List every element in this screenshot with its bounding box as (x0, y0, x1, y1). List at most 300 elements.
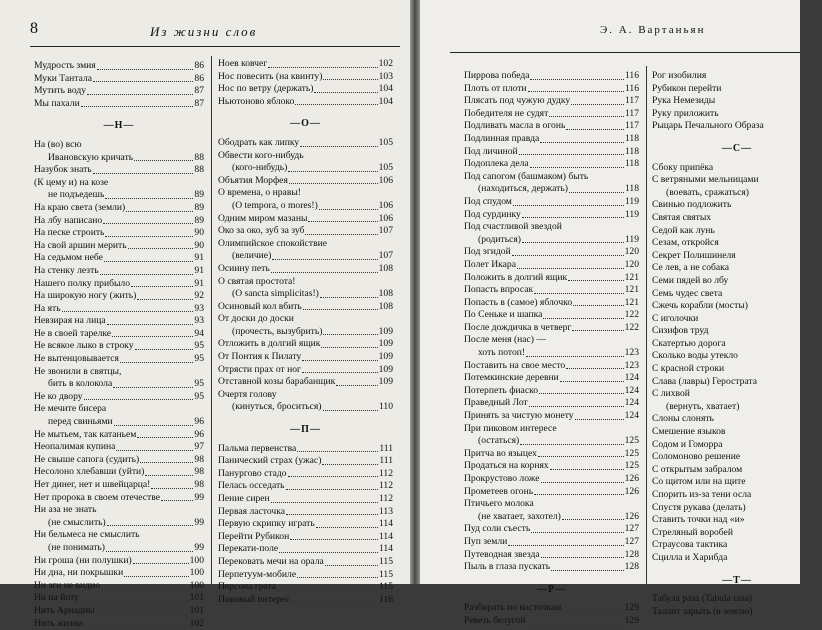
leader-dots (526, 615, 623, 625)
toc-entry-line: Спустя рукава (делать) (652, 501, 746, 513)
toc-entry (464, 473, 639, 486)
entry-page-number: 121 (624, 271, 639, 283)
toc-entry (218, 531, 393, 544)
toc-entry (34, 441, 204, 454)
toc-entry (464, 511, 639, 524)
leader-dots (113, 378, 193, 388)
leader-dots (81, 98, 194, 108)
toc-entry (464, 297, 639, 310)
toc-entry (218, 556, 393, 569)
toc-entry (34, 315, 204, 328)
entry-title: Пелась осседать (218, 480, 285, 492)
toc-entry-line: Ни бельмеса не смыслить (34, 529, 140, 541)
leader-dots (508, 536, 623, 546)
entry-title: Мы пахали (34, 97, 80, 109)
entry-page-number: 123 (624, 359, 639, 371)
leader-dots (145, 466, 193, 476)
entry-page-number: 116 (624, 70, 639, 81)
toc-entry-line: (воевать, сражаться) (666, 186, 749, 198)
entry-page-number: 89 (194, 201, 204, 213)
entry-page-number: 112 (378, 480, 393, 492)
leader-dots (566, 360, 623, 370)
leader-dots (540, 133, 624, 143)
entry-title: Ни дна, ни покрышки (34, 567, 124, 579)
leader-dots (297, 569, 378, 579)
entry-page-number: 116 (624, 82, 639, 94)
leader-dots (114, 416, 194, 426)
entry-page-number: 93 (194, 315, 204, 327)
toc-entry (34, 85, 204, 98)
entry-title: Праведный Лот (464, 397, 528, 409)
leader-dots (320, 288, 378, 298)
toc-entry (464, 435, 639, 448)
entry-page-number: 91 (194, 252, 204, 264)
entry-title: Пиррова победа (464, 70, 530, 81)
leader-dots (286, 480, 378, 490)
leader-dots (87, 85, 193, 95)
entry-page-number: 104 (378, 95, 393, 107)
leader-dots (543, 309, 623, 319)
leader-dots (517, 259, 624, 269)
toc-column-4 (652, 70, 822, 618)
page-number: 8 (30, 20, 38, 37)
toc-entry-line: Страусова тактика (652, 539, 728, 551)
entry-page-number: 109 (378, 338, 393, 350)
entry-title: Ни зги не видно (34, 579, 100, 591)
entry-title: Подоплека дела (464, 158, 529, 170)
toc-entry-line: С ветряными мельницами (652, 174, 759, 186)
toc-entry (34, 98, 204, 111)
toc-entry (34, 290, 204, 303)
toc-entry (464, 460, 639, 473)
entry-page-number: 100 (189, 579, 204, 591)
entry-title: На краю света (земли) (34, 201, 126, 213)
section-letter: —П— (290, 424, 321, 436)
toc-entry-line: Слоны слонять (652, 413, 714, 425)
entry-page-number: 129 (624, 602, 639, 614)
toc-entry-line: Ни аза не знать (34, 504, 97, 516)
entry-title: Пуп земли (464, 535, 508, 547)
running-head: Из жизни слов (150, 24, 258, 39)
toc-entry-line: На (во) всю (34, 138, 82, 150)
entry-page-number: 98 (194, 479, 204, 490)
entry-title: (O sancta simplicitas!) (232, 288, 319, 300)
entry-title: Прометеев огонь (464, 485, 534, 497)
leader-dots (530, 158, 624, 168)
leader-dots (302, 351, 377, 361)
entry-page-number: 121 (624, 284, 639, 296)
entry-title: Не вытенцовывается (34, 353, 119, 365)
toc-entry (218, 594, 393, 607)
toc-entry (464, 83, 639, 96)
toc-entry (34, 215, 204, 228)
toc-entry (464, 95, 639, 108)
entry-page-number: 111 (379, 442, 393, 454)
entry-title: Перековать мечи на орала (218, 555, 324, 567)
leader-dots (316, 518, 378, 528)
leader-dots (120, 353, 193, 363)
entry-page-number: 88 (194, 151, 204, 163)
entry-page-number: 93 (194, 302, 204, 314)
toc-entry-line: Талант зарыть (в землю) (652, 605, 753, 617)
leader-dots (291, 594, 378, 604)
leader-dots (308, 213, 377, 223)
entry-page-number: 112 (378, 493, 393, 504)
leader-dots (526, 347, 624, 357)
toc-entry-line: О времена, о нравы! (218, 187, 301, 199)
entry-page-number: 113 (378, 505, 393, 517)
entry-title: Победителя не судят (464, 107, 549, 119)
toc-entry (34, 353, 204, 366)
toc-column-2 (218, 58, 393, 606)
entry-title: Полет Икара (464, 258, 516, 270)
entry-title: Попасть впросак (464, 284, 534, 296)
entry-page-number: 118 (624, 158, 639, 170)
toc-entry (464, 146, 639, 159)
toc-entry (464, 246, 639, 259)
leader-dots (323, 326, 377, 336)
leader-dots (569, 183, 624, 193)
toc-entry (218, 518, 393, 531)
entry-title: (остаться) (478, 435, 520, 447)
section-letter: —О— (290, 118, 321, 130)
entry-title: Несолоно хлебавши (уйти) (34, 466, 145, 478)
toc-entry-line: Свинью подложить (652, 199, 732, 211)
entry-page-number: 99 (194, 491, 204, 503)
toc-entry (34, 429, 204, 442)
toc-entry (218, 326, 393, 339)
entry-page-number: 86 (194, 60, 204, 71)
entry-page-number: 117 (624, 107, 639, 119)
leader-dots (80, 592, 189, 602)
entry-page-number: 99 (194, 541, 204, 553)
leader-dots (271, 263, 378, 273)
entry-title: Продаться на корнях (464, 460, 549, 472)
entry-title: Осиновый кол вбить (218, 300, 302, 312)
entry-title: На седьмом небе (34, 252, 103, 264)
leader-dots (100, 265, 194, 275)
leader-dots (550, 460, 624, 470)
entry-page-number: 111 (379, 455, 393, 467)
book-gutter (410, 0, 420, 584)
toc-entry (218, 376, 393, 389)
entry-page-number: 117 (624, 95, 639, 107)
entry-title: Притча во языцех (464, 447, 537, 459)
entry-page-number: 125 (624, 460, 639, 472)
header-rule (30, 46, 400, 47)
entry-page-number: 106 (378, 199, 393, 211)
leader-dots (137, 429, 193, 439)
toc-entry-line: Святая святых (652, 211, 712, 223)
toc-entry-line: Руку приложить (652, 107, 719, 119)
entry-page-number: 90 (194, 227, 204, 239)
toc-entry-line: Сезам, откройся (652, 237, 719, 249)
section-letter: —Т— (722, 574, 752, 586)
toc-entry (464, 183, 639, 196)
toc-entry (464, 561, 639, 574)
toc-entry (464, 360, 639, 373)
leader-dots (290, 531, 378, 541)
entry-title: На широкую ногу (жить) (34, 290, 137, 302)
leader-dots (97, 60, 194, 70)
entry-page-number: 105 (378, 162, 393, 174)
toc-entry (464, 536, 639, 549)
entry-page-number: 109 (378, 363, 393, 375)
entry-title: (кого-нибудь) (232, 162, 288, 174)
toc-entry (218, 96, 393, 109)
entry-title: (не хватает, захотел) (478, 510, 561, 522)
toc-entry (218, 301, 393, 314)
leader-dots (314, 83, 377, 93)
leader-dots (272, 250, 377, 260)
leader-dots (319, 200, 378, 210)
entry-title: Первую скрипку играть (218, 518, 315, 530)
toc-entry (218, 581, 393, 594)
toc-entry (218, 162, 393, 175)
leader-dots (268, 58, 377, 68)
entry-title: (родиться) (478, 233, 521, 245)
leader-dots (323, 71, 377, 81)
entry-page-number: 109 (378, 376, 393, 388)
leader-dots (161, 492, 193, 502)
toc-entry (34, 542, 204, 555)
entry-title: Перекати-поле (218, 543, 279, 555)
toc-entry-line: Рог изобилия (652, 70, 707, 81)
toc-entry (34, 567, 204, 580)
toc-entry (34, 189, 204, 202)
entry-page-number: 127 (624, 535, 639, 547)
entry-title: Под личиной (464, 145, 518, 157)
leader-dots (541, 549, 624, 559)
entry-page-number: 95 (194, 378, 204, 390)
leader-dots (522, 234, 624, 244)
entry-page-number: 89 (194, 214, 204, 226)
entry-title: Пыль в глаза пускать (464, 561, 551, 573)
toc-entry (218, 493, 393, 506)
toc-entry-line: Стреляный воробей (652, 526, 733, 538)
leader-dots (116, 441, 193, 451)
entry-title: Объятия Морфея (218, 174, 288, 186)
entry-title: Одним миром мазаны (218, 212, 308, 224)
entry-page-number: 124 (624, 384, 639, 396)
entry-page-number: 87 (194, 97, 204, 109)
entry-page-number: 108 (378, 288, 393, 300)
entry-title: Путеводная звезда (464, 548, 540, 560)
toc-entry (464, 523, 639, 536)
entry-title: Нет динег, нет и швейцарца! (34, 479, 151, 490)
toc-entry (218, 401, 393, 414)
entry-page-number: 114 (378, 530, 393, 542)
leader-dots (112, 328, 193, 338)
leader-dots (277, 581, 378, 591)
leader-dots (295, 96, 377, 106)
toc-entry (218, 200, 393, 213)
entry-page-number: 122 (624, 321, 639, 333)
toc-entry-line: Спорить из-за тени осла (652, 489, 752, 500)
entry-title: Плясать под чужую дудку (464, 95, 571, 107)
leader-dots (528, 83, 624, 93)
entry-title: Пальма первенства (218, 442, 297, 454)
right-page (420, 0, 800, 626)
leader-dots (519, 146, 624, 156)
entry-title: Ньютоново яблоко (218, 95, 295, 107)
toc-entry-line: С красной строки (652, 363, 725, 375)
entry-page-number: 124 (624, 372, 639, 384)
header-rule (450, 52, 800, 53)
toc-entry (464, 284, 639, 297)
toc-entry-line: Сбоку припёка (652, 161, 714, 173)
toc-entry (34, 454, 204, 467)
entry-title: Не мытьем, так катаньем (34, 428, 137, 440)
entry-title: (O tempora, o mores!) (232, 199, 318, 211)
leader-dots (571, 95, 624, 105)
entry-title: Ни гроша (ни полушки) (34, 554, 132, 566)
entry-page-number: 115 (378, 581, 393, 593)
toc-entry (464, 372, 639, 385)
entry-title: (прочесть, вызубрить) (232, 325, 323, 337)
toc-entry (34, 391, 204, 404)
leader-dots (323, 401, 378, 411)
leader-dots (271, 493, 378, 503)
toc-entry-line: Сизифов труд (652, 325, 709, 337)
toc-entry (218, 71, 393, 84)
entry-page-number: 108 (378, 262, 393, 274)
entry-title: Потерпеть фиаско (464, 384, 539, 396)
entry-page-number: 98 (194, 453, 204, 465)
toc-entry-line: Седой как лунь (652, 224, 715, 236)
toc-entry-line: Рука Немезиды (652, 95, 716, 107)
toc-entry-line: Со щитом или на щите (652, 476, 746, 488)
toc-entry-line: С иголочки (652, 312, 699, 324)
entry-title: Нашего полку прибыло (34, 277, 131, 289)
toc-entry (34, 164, 204, 177)
entry-title: перед свиньями (48, 416, 113, 428)
column-divider (646, 66, 647, 584)
toc-entry-line: Рубикон перейти (652, 82, 722, 94)
entry-title: Подливать масла в огонь (464, 120, 566, 132)
entry-page-number: 129 (624, 614, 639, 626)
entry-page-number: 126 (624, 485, 639, 497)
entry-title: Панургово стадо (218, 467, 287, 479)
toc-entry-line: Содом и Гоморра (652, 438, 723, 450)
leader-dots (126, 202, 193, 212)
leader-dots (520, 435, 623, 445)
entry-title: Перейти Рубикон (218, 530, 290, 542)
leader-dots (322, 455, 378, 465)
entry-page-number: 102 (378, 58, 393, 69)
toc-column-1 (34, 60, 204, 630)
toc-entry (34, 240, 204, 253)
entry-page-number: 100 (189, 567, 204, 579)
entry-title: Реветь белугой (464, 614, 526, 626)
entry-page-number: 99 (194, 516, 204, 528)
leader-dots (101, 580, 189, 590)
leader-dots (531, 523, 623, 533)
leader-dots (529, 397, 624, 407)
entry-page-number: 86 (194, 72, 204, 84)
entry-title: На ять (34, 302, 61, 314)
toc-entry (34, 555, 204, 568)
entry-title: Ободрать как липку (218, 136, 300, 148)
entry-title: Осиину петь (218, 262, 270, 274)
toc-entry (218, 455, 393, 468)
toc-entry-line: Не мечите бисера (34, 403, 107, 415)
entry-title: Отставной козы барабанщик (218, 376, 336, 388)
leader-dots (573, 297, 623, 307)
entry-page-number: 127 (624, 523, 639, 535)
entry-title: На свой аршин мерить (34, 239, 127, 251)
entry-page-number: 118 (624, 145, 639, 157)
toc-entry-line: Семь чудес света (652, 287, 723, 299)
entry-title: Нить жизни (34, 617, 83, 629)
toc-entry-line: Птичьего молока (464, 498, 534, 510)
entry-title: После дождичка в четверг (464, 321, 572, 333)
toc-entry (464, 347, 639, 360)
entry-page-number: 90 (194, 239, 204, 251)
entry-title: (величие) (232, 250, 272, 262)
entry-title: Первая ласточка (218, 505, 285, 517)
entry-page-number: 119 (624, 195, 639, 207)
toc-entry (34, 592, 204, 605)
toc-entry (464, 309, 639, 322)
leader-dots (105, 189, 193, 199)
leader-dots (105, 227, 193, 237)
toc-entry (218, 506, 393, 519)
toc-entry (218, 213, 393, 226)
toc-entry (34, 580, 204, 593)
toc-entry (218, 137, 393, 150)
entry-title: (не смыслить) (48, 516, 106, 528)
entry-page-number: 109 (378, 325, 393, 337)
entry-title: Ни на йоту (34, 592, 79, 604)
entry-title: Муки Тантала (34, 72, 92, 84)
entry-title: (кинуться, броситься) (232, 401, 322, 413)
leader-dots (541, 473, 624, 483)
toc-entry (34, 416, 204, 429)
toc-entry-line: (вернуть, хватает) (666, 400, 740, 412)
entry-page-number: 125 (624, 435, 639, 447)
toc-entry (218, 250, 393, 263)
leader-dots (107, 517, 194, 527)
toc-entry-line: Смешение языков (652, 426, 726, 438)
leader-dots (562, 511, 624, 521)
entry-page-number: 103 (378, 70, 393, 82)
leader-dots (288, 468, 378, 478)
entry-title: Нос повесить (на квинту) (218, 70, 323, 82)
leader-dots (534, 486, 624, 496)
leader-dots (279, 543, 378, 553)
entry-page-number: 115 (378, 555, 393, 567)
entry-page-number: 95 (194, 390, 204, 402)
toc-entry-line: Табула раза (Tabula rasa) (652, 593, 752, 605)
toc-entry (218, 443, 393, 456)
entry-page-number: 91 (194, 264, 204, 276)
entry-title: Плоть от плоти (464, 82, 527, 94)
entry-title: От Понтия к Пилату (218, 351, 302, 363)
entry-page-number: 104 (378, 83, 393, 95)
entry-title: Потемкинские деревни (464, 372, 559, 384)
entry-title: Пение сирен (218, 493, 270, 504)
leader-dots (522, 209, 624, 219)
entry-page-number: 126 (624, 510, 639, 522)
entry-page-number: 121 (624, 296, 639, 308)
toc-entry (218, 225, 393, 238)
toc-entry (34, 202, 204, 215)
entry-page-number: 101 (189, 604, 204, 616)
entry-page-number: 95 (194, 340, 204, 352)
leader-dots (568, 272, 623, 282)
entry-page-number: 101 (189, 592, 204, 604)
